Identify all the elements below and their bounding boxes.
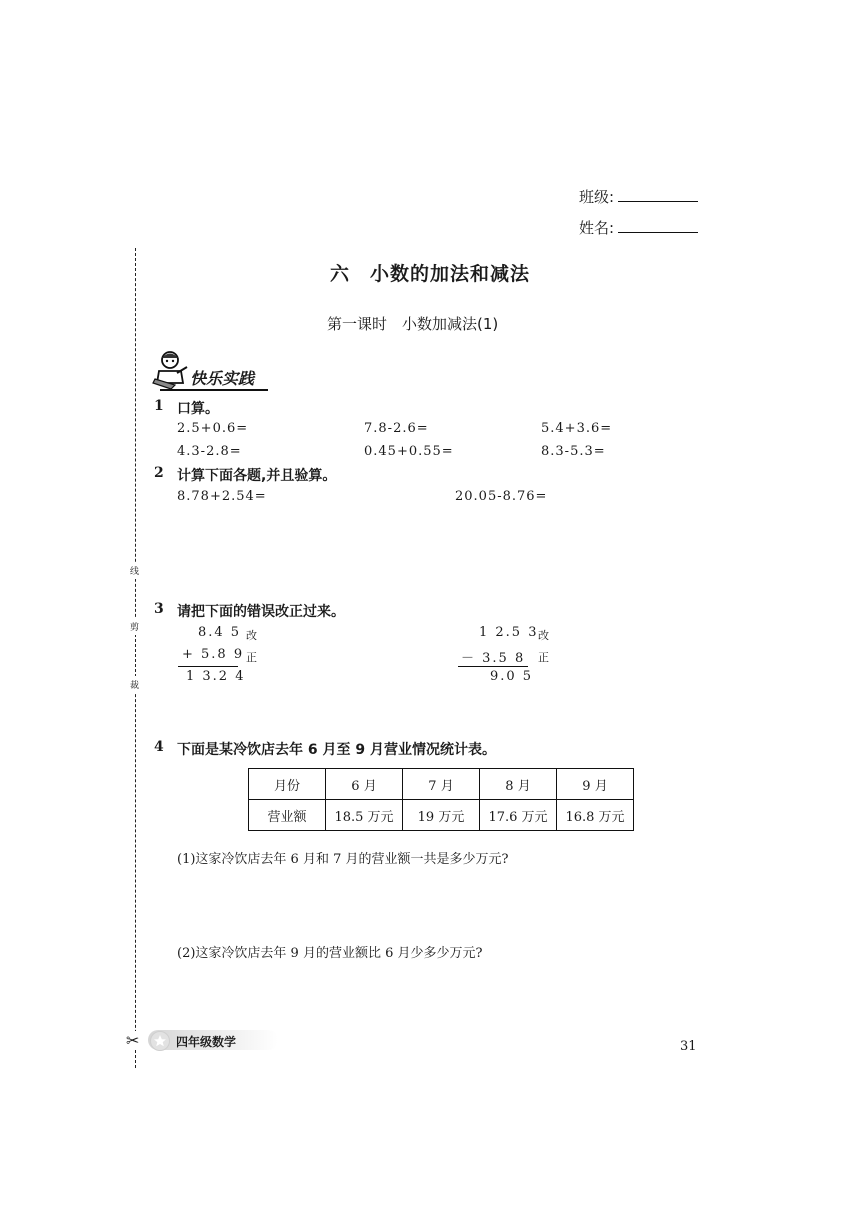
q3-left-line2: + 5.8 9 — [182, 647, 245, 662]
table-cell: 16.8 万元 — [557, 800, 634, 831]
table-row — [249, 800, 634, 831]
q2-text: 计算下面各题,并且验算。 — [177, 468, 337, 484]
table-cell: 7 月 — [403, 769, 480, 800]
q3-right-line2: － 3.5 8 — [461, 651, 526, 666]
q1-item: 5.4+3.6= — [541, 421, 613, 436]
reading-child-icon — [151, 349, 189, 389]
q3-number: 3 — [154, 601, 164, 617]
table-cell: 营业额 — [249, 800, 326, 831]
cut-mark-xian: 线 — [130, 562, 139, 579]
q3-right-line1: 1 2.5 3 — [479, 625, 539, 640]
q1-number: 1 — [154, 398, 164, 414]
class-label: 班级: — [579, 188, 615, 206]
q3-text: 请把下面的错误改正过来。 — [177, 604, 345, 620]
q4-number: 4 — [154, 739, 164, 755]
table-cell: 8 月 — [480, 769, 557, 800]
sales-table — [248, 768, 634, 831]
q3-right-rule — [458, 666, 528, 667]
q3-left-line1: 8.4 5 — [198, 625, 242, 640]
cut-mark-jian: 剪 — [130, 618, 139, 635]
q3-right-fix-hint: 改 — [538, 629, 549, 642]
q1-item: 0.45+0.55= — [364, 444, 454, 459]
table-cell: 19 万元 — [403, 800, 480, 831]
book-title: 四年级数学 — [176, 1035, 237, 1049]
page-number: 31 — [680, 1039, 697, 1054]
class-field[interactable] — [618, 201, 698, 202]
q3-left-rule — [178, 666, 238, 667]
q3-left-result: 1 3.2 4 — [186, 669, 246, 684]
q4-sub-question-1: (1)这家冷饮店去年 6 月和 7 月的营业额一共是多少万元? — [177, 852, 509, 867]
q3-right-result: 9.0 5 — [490, 669, 534, 684]
q1-item: 8.3-5.3= — [541, 444, 606, 459]
section-title: 快乐实践 — [190, 369, 255, 388]
q1-text: 口算。 — [177, 401, 219, 417]
name-field[interactable] — [618, 232, 698, 233]
q1-item: 7.8-2.6= — [364, 421, 429, 436]
q3-left-right-hint: 正 — [246, 651, 257, 664]
star-badge-icon — [150, 1031, 170, 1051]
q2-item: 20.05-8.76= — [455, 489, 548, 504]
cut-line — [135, 248, 136, 1068]
q2-number: 2 — [154, 465, 164, 481]
q2-item: 8.78+2.54= — [177, 489, 267, 504]
q1-item: 4.3-2.8= — [177, 444, 242, 459]
lesson-title: 第一课时 小数加减法(1) — [327, 315, 499, 333]
q1-item: 2.5+0.6= — [177, 421, 249, 436]
table-cell: 18.5 万元 — [326, 800, 403, 831]
table-cell: 17.6 万元 — [480, 800, 557, 831]
table-cell: 9 月 — [557, 769, 634, 800]
q3-right-right-hint: 正 — [538, 651, 549, 664]
q3-left-fix-hint: 改 — [246, 629, 257, 642]
scissors-icon: ✂ — [126, 1031, 140, 1050]
cut-mark-cai: 裁 — [130, 676, 139, 693]
table-cell: 月份 — [249, 769, 326, 800]
table-cell: 6 月 — [326, 769, 403, 800]
section-underline — [160, 389, 268, 391]
name-label: 姓名: — [579, 219, 615, 237]
chapter-title: 六 小数的加法和减法 — [330, 263, 531, 285]
table-row — [249, 769, 634, 800]
q4-text: 下面是某冷饮店去年 6 月至 9 月营业情况统计表。 — [177, 742, 496, 758]
q4-sub-question-2: (2)这家冷饮店去年 9 月的营业额比 6 月少多少万元? — [177, 946, 483, 961]
